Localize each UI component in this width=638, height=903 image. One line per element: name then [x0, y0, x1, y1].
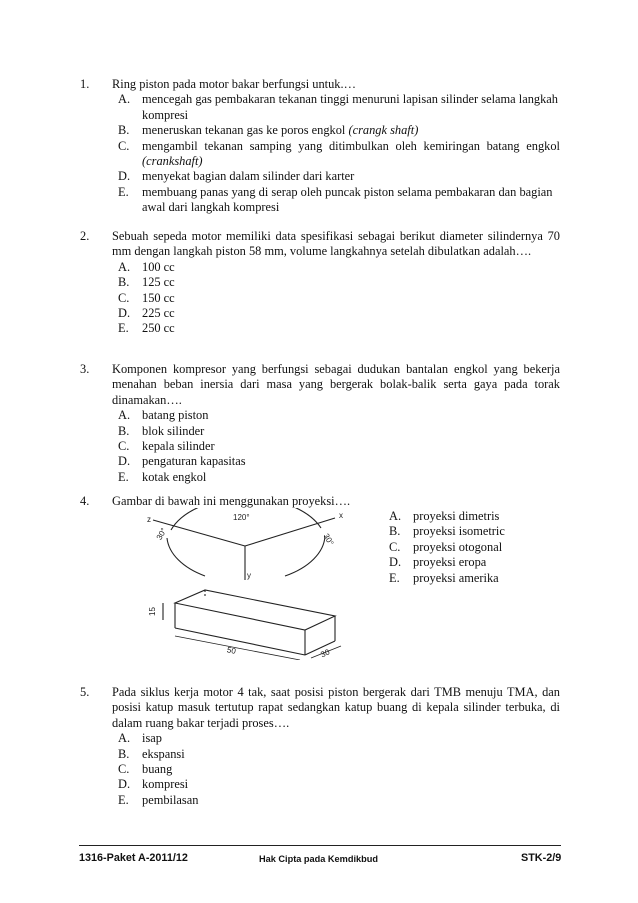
option-text: mengambil tekanan samping yang ditimbulkan oleh kemiringan batang engkol — [142, 138, 560, 153]
angle-arc-left — [167, 538, 205, 576]
option-text: blok silinder — [142, 423, 205, 438]
axis-x-label: x — [339, 511, 343, 520]
option-b[interactable] — [118, 123, 560, 138]
option-a[interactable] — [118, 408, 560, 423]
footer-page-number: STK-2/9 — [521, 852, 562, 864]
option-letter: B. — [118, 123, 130, 138]
option-text: kepala silinder — [142, 439, 215, 454]
angle-arc-right — [285, 536, 325, 576]
option-text: 150 cc — [142, 290, 175, 305]
option-text: kompresi — [142, 777, 189, 792]
option-letter: D. — [389, 555, 402, 570]
option-letter: B. — [118, 746, 130, 761]
dim-width-label: 30 — [319, 647, 332, 660]
question-text: Sebuah sepeda motor memiliki data spesifikasi sebagai berikut diameter silindernya 70 mm dengan langkah piston 58 mm, volume langkahnya setelah dibulatkan adalah…. — [112, 229, 560, 259]
question-2 — [80, 229, 560, 337]
option-letter: D. — [118, 454, 131, 469]
option-letter: E. — [389, 570, 400, 585]
option-text: meneruskan tekanan gas ke poros engkol — [142, 123, 346, 138]
option-text: proyeksi amerika — [413, 570, 499, 585]
option-e[interactable] — [118, 793, 560, 808]
option-c[interactable] — [118, 139, 560, 170]
option-letter: C. — [118, 439, 130, 454]
option-e[interactable] — [118, 321, 560, 336]
question-number: 3. — [80, 362, 90, 376]
option-letter: C. — [118, 138, 130, 153]
option-text: proyeksi eropa — [413, 555, 487, 570]
axis-y-label: y — [247, 571, 251, 580]
option-text: isap — [142, 731, 162, 746]
option-text: ekspansi — [142, 746, 185, 761]
question-number: 2. — [80, 229, 90, 243]
option-letter: A. — [118, 92, 131, 107]
option-italic-text: (crangk shaft) — [348, 123, 419, 138]
option-c[interactable] — [118, 291, 560, 306]
question-number: 4. — [80, 494, 90, 508]
options-list — [118, 408, 560, 485]
angle-left-label: 30° — [154, 526, 169, 542]
option-letter: C. — [389, 539, 401, 554]
option-e[interactable] — [389, 571, 505, 586]
option-text: proyeksi isometric — [413, 524, 505, 539]
options-list — [118, 260, 560, 337]
question-text: Pada siklus kerja motor 4 tak, saat posisi piston bergerak dari TMB menuju TMA, dan posisi katup masuk tertutup rapat sedangkan katup buang di kepala silinder terbuka, di dalam ruang bakar terjadi proses…. — [112, 685, 560, 730]
option-letter: C. — [118, 762, 130, 777]
option-text: 250 cc — [142, 321, 175, 336]
option-letter: E. — [118, 184, 129, 199]
question-number: 5. — [80, 685, 90, 699]
option-letter: E. — [118, 469, 129, 484]
option-b[interactable] — [118, 747, 560, 762]
question-1 — [80, 77, 560, 216]
option-letter: A. — [118, 408, 131, 423]
option-text: 125 cc — [142, 275, 175, 290]
option-text: membuang panas yang di serap oleh puncak piston selama pembakaran dan bagian awal dari langkah kompresi — [142, 184, 553, 215]
option-letter: E. — [118, 321, 129, 336]
option-text: buang — [142, 762, 173, 777]
option-letter: C. — [118, 290, 130, 305]
option-e[interactable] — [118, 185, 560, 216]
option-c[interactable] — [118, 439, 560, 454]
option-a[interactable] — [389, 509, 505, 524]
options-list — [118, 731, 560, 808]
angle-right-label: 30° — [321, 532, 336, 548]
option-letter: D. — [118, 169, 131, 184]
footer-divider — [79, 845, 561, 846]
question-number: 1. — [80, 77, 90, 91]
option-letter: B. — [389, 524, 401, 539]
option-a[interactable] — [118, 731, 560, 746]
option-letter: A. — [118, 731, 131, 746]
option-a[interactable] — [118, 92, 560, 123]
question-text: Gambar di bawah ini menggunakan proyeksi…. — [112, 494, 351, 508]
option-e[interactable] — [118, 470, 560, 485]
option-text: proyeksi otogonal — [413, 539, 503, 554]
options-list — [118, 92, 560, 215]
option-d[interactable] — [118, 777, 560, 792]
option-letter: B. — [118, 423, 130, 438]
option-text: kotak engkol — [142, 469, 207, 484]
option-letter: A. — [118, 259, 131, 274]
footer-code: 1316-Paket A-2011/12 — [79, 852, 188, 864]
option-b[interactable] — [118, 275, 560, 290]
question-4-options — [389, 509, 505, 586]
option-letter: D. — [118, 306, 131, 321]
option-d[interactable] — [118, 454, 560, 469]
axis-z-label: z — [147, 515, 151, 524]
option-letter: A. — [389, 509, 402, 523]
option-text: pembilasan — [142, 792, 199, 807]
option-b[interactable] — [389, 524, 505, 539]
option-text: 225 cc — [142, 306, 175, 321]
option-letter: E. — [118, 792, 129, 807]
option-d[interactable] — [118, 306, 560, 321]
option-d[interactable] — [389, 555, 505, 570]
option-c[interactable] — [389, 540, 505, 555]
option-a[interactable] — [118, 260, 560, 275]
option-letter: D. — [118, 777, 131, 792]
option-text: mencegah gas pembakaran tekanan tinggi menuruni lapisan silinder selama langkah kompresi — [142, 92, 558, 122]
question-text: Ring piston pada motor bakar berfungsi untuk.… — [112, 77, 356, 91]
question-3 — [80, 362, 560, 485]
dim-length-line — [175, 636, 300, 660]
option-letter: B. — [118, 275, 130, 290]
option-b[interactable] — [118, 424, 560, 439]
isometric-box — [175, 590, 335, 655]
option-text: menyekat bagian dalam silinder dari karter — [142, 169, 355, 184]
question-text: Komponen kompresor yang berfungsi sebagai dudukan bantalan engkol yang bekerja menahan beban inersia dari masa yang bergerak bolak-balik serta gaya pada torak dinamakan…. — [112, 362, 560, 407]
dim-height-label: 15 — [148, 607, 157, 616]
option-italic-text: (crankshaft) — [142, 154, 203, 169]
option-text: proyeksi dimetris — [413, 509, 500, 523]
axis-right-line — [245, 518, 335, 546]
option-text: batang piston — [142, 408, 209, 423]
footer-copyright: Hak Cipta pada Kemdikbud — [259, 854, 378, 864]
isometric-figure — [135, 508, 367, 660]
option-c[interactable] — [118, 762, 560, 777]
option-d[interactable] — [118, 169, 560, 184]
option-text: pengaturan kapasitas — [142, 454, 246, 469]
question-5 — [80, 685, 560, 808]
dim-length-label: 50 — [226, 645, 237, 656]
angle-top-label: 120° — [233, 513, 250, 522]
option-text: 100 cc — [142, 259, 175, 274]
